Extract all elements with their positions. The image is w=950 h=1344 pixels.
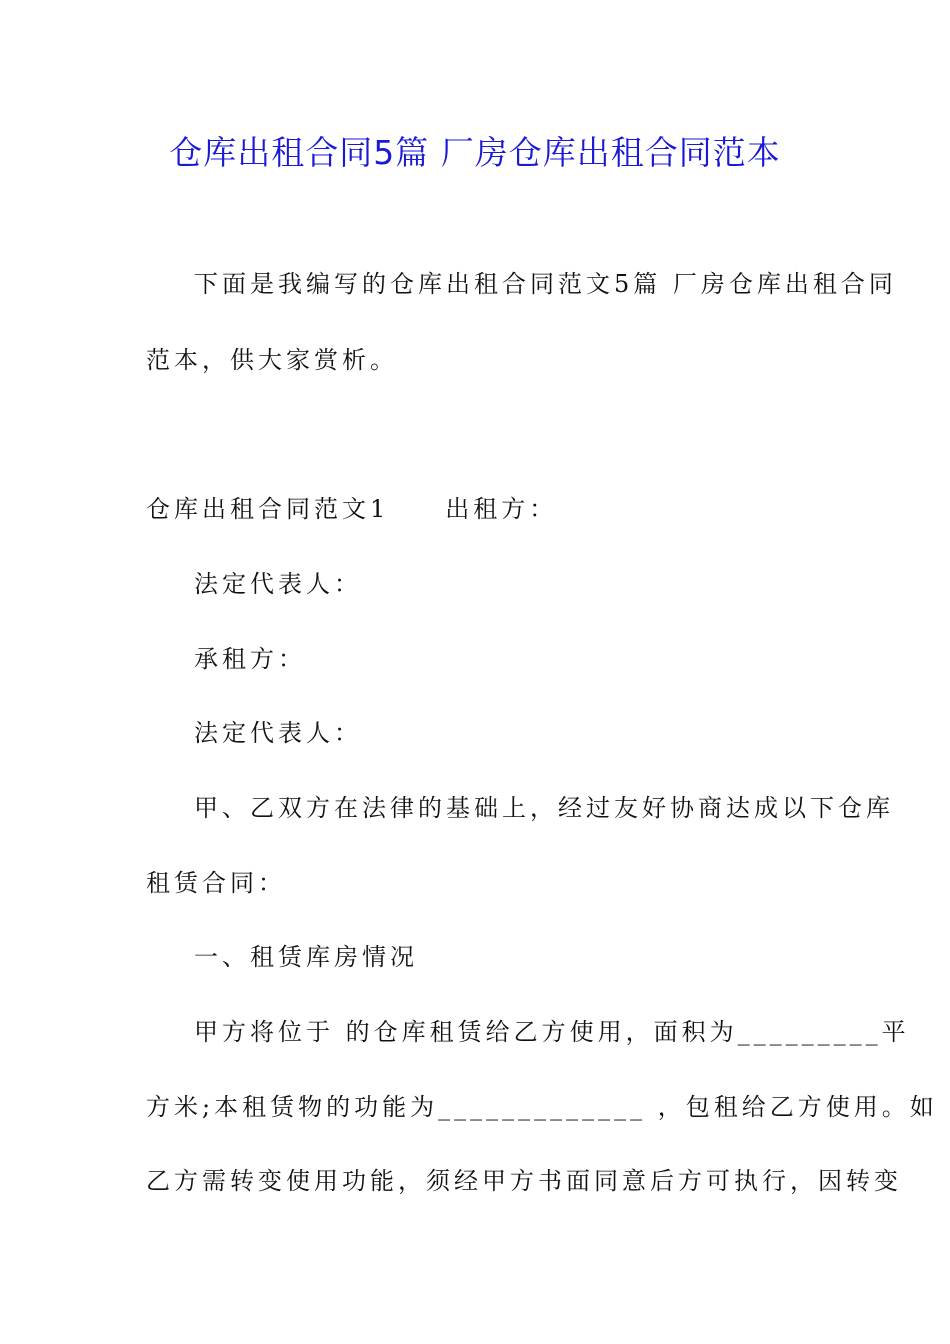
paragraph-line: 法定代表人： (194, 719, 362, 747)
document-title: 仓库出租合同5篇 厂房仓库出租合同范本 (169, 133, 781, 172)
paragraph-line: 甲、乙双方在法律的基础上，经过友好协商达成以下仓库 (194, 794, 894, 822)
paragraph-line: 租赁合同： (146, 869, 286, 897)
paragraph-line: 法定代表人： (194, 570, 362, 598)
paragraph-line: 甲方将位于 的仓库租赁给乙方使用，面积为_________平 (194, 1018, 910, 1046)
paragraph-line: 承租方： (194, 645, 306, 673)
paragraph-line: 范本，供大家赏析。 (146, 346, 398, 374)
clause-heading: 一、租赁库房情况 (194, 943, 418, 971)
paragraph-line: 方米;本租赁物的功能为_____________ ，包租给乙方使用。如 (146, 1093, 938, 1121)
paragraph-line: 乙方需转变使用功能，须经甲方书面同意后方可执行，因转变 (146, 1167, 902, 1195)
section-heading-line: 仓库出租合同范文1 出租方： (146, 495, 558, 523)
paragraph-line: 下面是我编写的仓库出租合同范文5篇 厂房仓库出租合同 (194, 270, 897, 298)
